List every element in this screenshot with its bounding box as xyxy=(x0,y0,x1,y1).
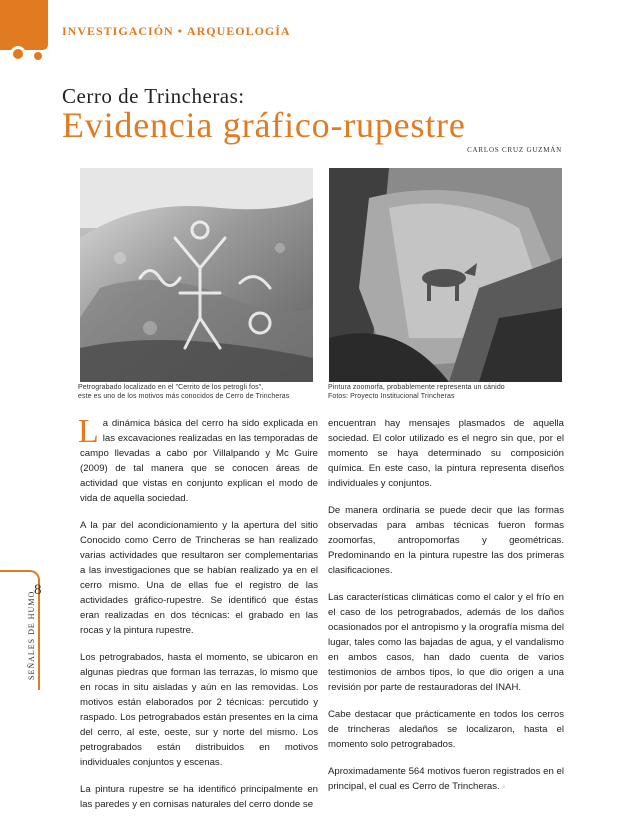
paragraph-9 xyxy=(328,764,564,794)
magazine-logo xyxy=(0,0,50,70)
article-column-right xyxy=(328,416,564,806)
paragraph-2: A la par del acondicionamiento y la apertura del sitio Conocido como Cerro de Trincheras se han realizado varias actividades que resultaron ser complementarias a las investigaciones que se habían realizado ya en el cerro mismo. Una de ellas fue el registro de las actividades gráfico-rupestre. Se identificó que éstas eran realizadas en dos técnicas: el grabado en las rocas y la pintura rupestre. xyxy=(80,520,318,636)
left-caption-line-1: Petrograbado localizado en el "Cerrito de los petrogli fos", xyxy=(78,384,264,391)
publication-name: SEÑALES DE HUMO xyxy=(27,590,36,680)
article-author: CARLOS CRUZ GUZMÁN xyxy=(467,146,562,154)
drop-cap: L xyxy=(78,413,99,450)
rock-painting-photo xyxy=(329,168,562,382)
paragraph-5: encuentran hay mensajes plasmados de aquella sociedad. El color utilizado es el negro sin que, por el momento se haya determinado su composición química. En este caso, la pintura representa diseños individuales y conjuntos. xyxy=(328,418,564,489)
end-mark-icon: ◦ xyxy=(502,782,506,791)
paragraph-1-text: a dinámica básica del cerro ha sido explicada en las excavaciones realizadas en las temporadas de campo llevadas a cabo por Villalpando y Mc Guire (2009) de tal manera que se conocen áreas de actividad que vistas en conjunto explican el modo de vida de aquella sociedad. xyxy=(80,418,318,504)
paragraph-3: Los petrograbados, hasta el momento, se ubicaron en algunas piedras que forman las terrazas, lo mismo que en rocas in situ aisladas y aún en las removidas. Los motivos están elaborados por 2 técnicas: percutido y raspado. Los petrograbados están presentes en la cima del cerro, al este, oeste, sur y norte del mismo. Los petrograbados están distribuidos en motivos individuales conjuntos y escenas. xyxy=(80,652,318,768)
right-photo-caption xyxy=(328,384,568,401)
paragraph-4: La pintura rupestre se ha identificó principalmente en las paredes y en cornisas naturales del cerro donde se xyxy=(80,784,318,810)
paragraph-1 xyxy=(78,413,318,506)
article-column-left xyxy=(78,413,318,824)
article-subtitle: Cerro de Trincheras: xyxy=(62,84,245,108)
article-title: Evidencia gráfico-rupestre xyxy=(62,105,466,145)
left-caption-line-2: este es uno de los motivos más conocidos de Cerro de Trincheras xyxy=(78,392,290,400)
paragraph-6: De manera ordinaria se puede decir que las formas observadas para ambas técnicas fueron formas zoomorfas, antropomorfas y geométricas. Predominando en la pintura rupestre las dos primeras clasificaciones. xyxy=(328,505,564,576)
petroglyph-photo xyxy=(80,168,313,382)
section-tag-arqueologia: ARQUEOLOGÍA xyxy=(186,24,291,38)
right-caption-line-1: Pintura zoomorfa, probablemente representa un cánido xyxy=(328,384,505,391)
paragraph-9-text: Aproximadamente 564 motivos fueron registrados en el principal, el cual es Cerro de Trincheras. xyxy=(328,766,564,792)
right-caption-line-2: Fotos: Proyecto Institucional Trincheras xyxy=(328,392,455,400)
page-number: 8 xyxy=(34,582,42,598)
left-photo-caption xyxy=(78,384,328,401)
section-tag xyxy=(62,24,291,39)
paragraph-7: Las características climáticas como el calor y el frío en el caso de los petrograbados, además de los daños ocasionados por el antropismo y la orografía misma del lugar, tales como las bajadas de agua, y el vandalismo en ambos casos, han dado cuenta de varios testimonios de ambos tipos, lo que dio origen a una revisión por parte de restauradoras del INAH. xyxy=(328,592,564,693)
section-tag-separator: • xyxy=(177,24,183,38)
paragraph-8: Cabe destacar que prácticamente en todos los cerros de trincheras aledaños se localizaron, hasta el momento solo petrograbados. xyxy=(328,709,564,750)
section-tag-investigacion: INVESTIGACIÓN xyxy=(62,24,174,38)
